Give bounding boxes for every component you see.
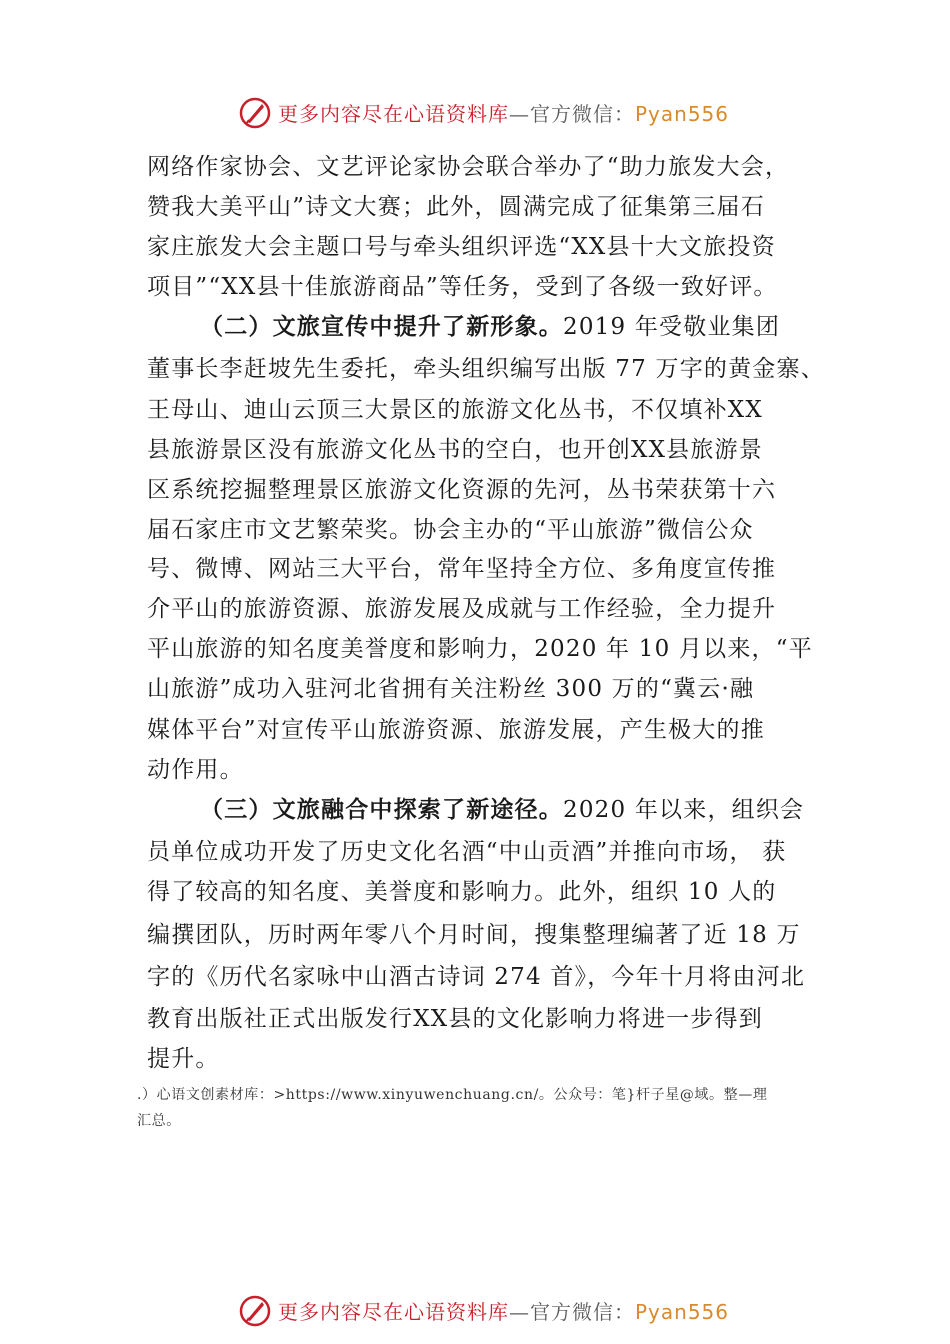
p2-line-6: 届石家庄市文艺繁荣奖。协会主办的“平山旅游”微信公众 [147, 517, 754, 543]
p2-heading: （二）文旅宣传中提升了新形象。 [200, 313, 563, 340]
footnote-line-1: .）心语文创素材库：>https://www.xinyuwenchuang.cn/。公众号：笔}杆子星@域。整—理 [137, 1087, 768, 1103]
banner-text [278, 1296, 729, 1325]
p2-line-4: 县旅游景区没有旅游文化丛书的空白，也开创XX县旅游景 [147, 437, 763, 463]
p2-line-12: 动作用。 [147, 757, 244, 783]
p1-line-2: 赞我大美平山”诗文大赛；此外，圆满完成了征集第三届石 [147, 194, 765, 220]
p3-line-5: 字的《历代名家咏中山酒古诗词 274 首》，今年十月将由河北 [147, 964, 806, 990]
footnote-line-2: 汇总。 [137, 1113, 181, 1129]
p2-line-1 [200, 310, 780, 344]
banner-wechat-id: Pyan556 [635, 1300, 730, 1324]
p2-first-rest: 2019 年受敬业集团 [563, 314, 781, 340]
banner-brand: 更多内容尽在心语资料库 [278, 102, 509, 126]
p3-line-4: 编撰团队，历时两年零八个月时间，搜集整理编著了近 18 万 [147, 922, 801, 948]
p3-heading: （三）文旅融合中探索了新途径。 [200, 796, 563, 823]
header-banner [0, 92, 950, 132]
p2-line-10: 山旅游”成功入驻河北省拥有关注粉丝 300 万的“冀云·融 [147, 676, 755, 702]
p3-line-3: 得了较高的知名度、美誉度和影响力。此外，组织 10 人的 [147, 879, 777, 905]
banner-label: 官方微信： [530, 102, 635, 126]
banner-dash: — [509, 1300, 530, 1324]
p2-line-8: 介平山的旅游资源、旅游发展及成就与工作经验，全力提升 [147, 596, 777, 622]
banner-dash: — [509, 102, 530, 126]
p2-line-5: 区系统挖掘整理景区旅游文化资源的先河，丛书荣获第十六 [147, 477, 777, 503]
p3-line-2: 员单位成功开发了历史文化名酒“中山贡酒”并推向市场， 获 [147, 839, 787, 865]
p1-line-3: 家庄旅发大会主题口号与牵头组织评选“XX县十大文旅投资 [147, 234, 776, 260]
p1-line-1: 网络作家协会、文艺评论家协会联合举办了“助力旅发大会， [147, 154, 790, 180]
p3-line-1 [200, 793, 804, 827]
p2-line-11: 媒体平台”对宣传平山旅游资源、旅游发展，产生极大的推 [147, 717, 765, 743]
p2-line-2: 董事长李赶坡先生委托，牵头组织编写出版 77 万字的黄金寨、 [147, 356, 825, 382]
p2-line-3: 王母山、迪山云顶三大景区的旅游文化丛书，不仅填补XX [147, 397, 763, 423]
banner-label: 官方微信： [530, 1300, 635, 1324]
p3-line-7: 提升。 [147, 1046, 220, 1072]
p3-first-rest: 2020 年以来，组织会 [563, 797, 805, 823]
banner-text [278, 98, 729, 127]
p1-line-4: 项目”“XX县十佳旅游商品”等任务，受到了各级一致好评。 [147, 274, 778, 300]
p2-line-9: 平山旅游的知名度美誉度和影响力，2020 年 10 月以来，“平 [147, 636, 813, 662]
banner-brand: 更多内容尽在心语资料库 [278, 1300, 509, 1324]
quill-logo-icon [238, 1294, 272, 1328]
p2-line-7: 号、微博、网站三大平台，常年坚持全方位、多角度宣传推 [147, 556, 777, 582]
banner-wechat-id: Pyan556 [635, 102, 730, 126]
footer-banner [0, 1290, 950, 1330]
p3-line-6: 教育出版社正式出版发行XX县的文化影响力将进一步得到 [147, 1006, 763, 1032]
quill-logo-icon [238, 96, 272, 130]
